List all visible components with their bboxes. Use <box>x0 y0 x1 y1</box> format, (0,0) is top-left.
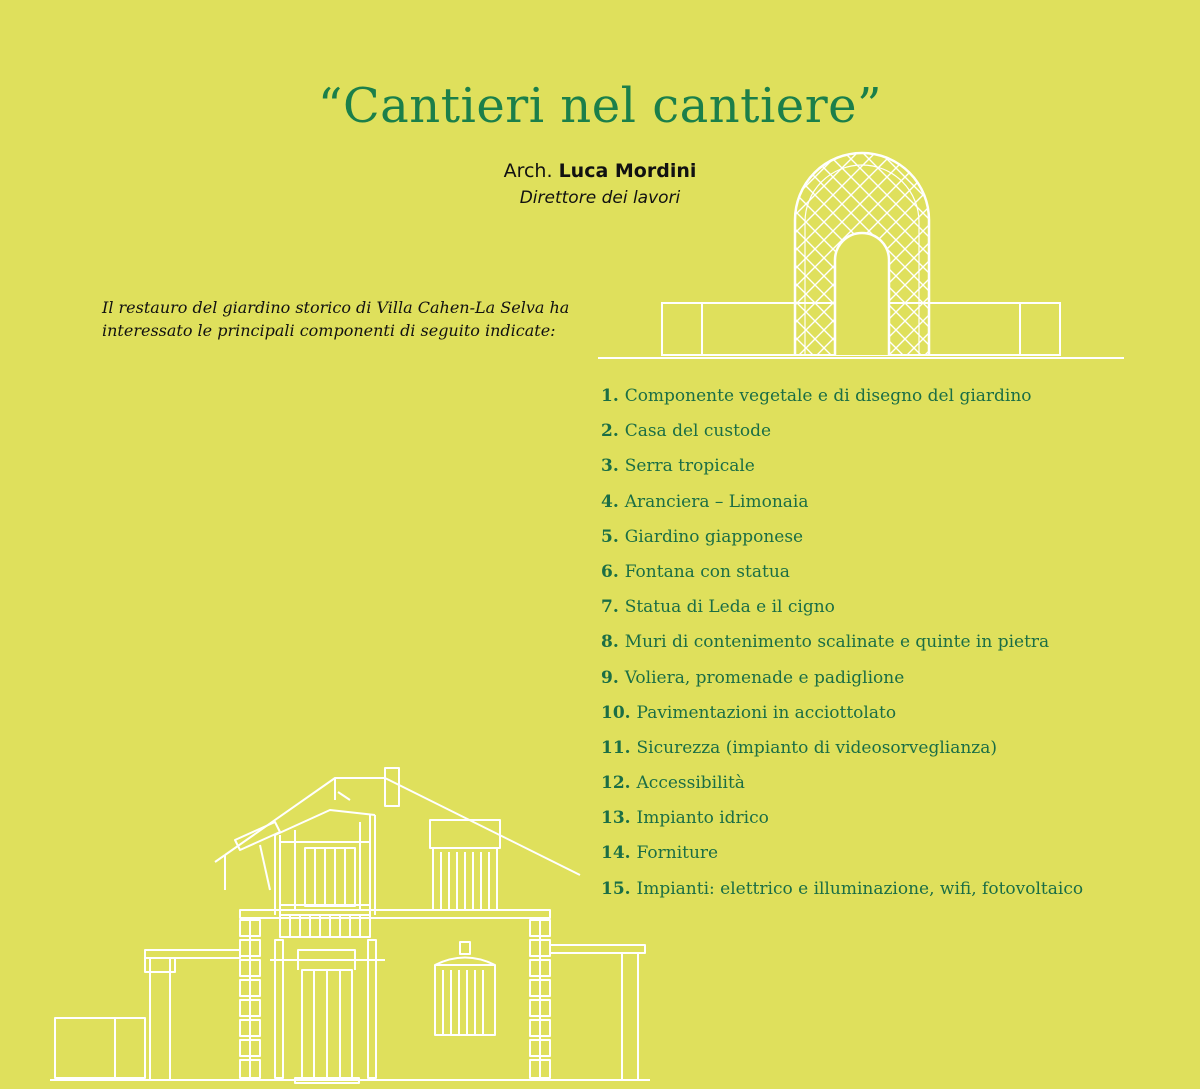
list-item: 4. Aranciera – Limonaia <box>601 491 809 512</box>
item-number: 12 <box>601 773 625 794</box>
item-label: Impianti: elettrico e illuminazione, wifi, fotovoltaico <box>636 878 1084 899</box>
item-label: Forniture <box>636 843 719 864</box>
item-number: 14 <box>601 843 625 864</box>
list-item: 11. Sicurezza (impianto di videosorveglianza) <box>601 737 998 758</box>
list-item: 2. Casa del custode <box>601 421 772 442</box>
author-prefix: Arch. <box>503 160 553 182</box>
author-role: Direttore dei lavori <box>519 188 681 208</box>
list-item: 10. Pavimentazioni in acciottolato <box>601 702 897 723</box>
intro-paragraph: Il restauro del giardino storico di Villa Cahen-La Selva ha interessato le principali componenti di seguito indicate: <box>102 298 570 340</box>
item-number: 13 <box>601 808 625 829</box>
item-number: 8 <box>601 632 613 653</box>
item-label: Sicurezza (impianto di videosorveglianza) <box>636 737 998 758</box>
item-label: Giardino giapponese <box>624 526 804 547</box>
list-item: 12. Accessibilità <box>601 773 745 794</box>
list-item: 14. Forniture <box>601 843 719 864</box>
item-number: 6 <box>601 561 613 582</box>
custodian-house-drawing <box>40 760 660 1085</box>
item-number: 4 <box>601 491 613 512</box>
item-label: Voliera, promenade e padiglione <box>624 667 905 688</box>
author-name: Luca Mordini <box>558 160 697 182</box>
item-number: 7 <box>601 597 613 618</box>
item-number: 9 <box>601 667 613 688</box>
list-item: 15. Impianti: elettrico e illuminazione, wifi, fotovoltaico <box>601 878 1084 899</box>
list-item: 3. Serra tropicale <box>601 456 755 477</box>
item-label: Muri di contenimento scalinate e quinte in pietra <box>624 632 1050 653</box>
item-number: 15 <box>601 878 625 899</box>
item-label: Impianto idrico <box>636 808 769 829</box>
list-item: 9. Voliera, promenade e padiglione <box>601 667 905 688</box>
page-title: “Cantieri nel cantiere” <box>317 78 883 134</box>
item-label: Accessibilità <box>636 773 745 794</box>
list-item: 8. Muri di contenimento scalinate e quinte in pietra <box>601 632 1050 653</box>
item-label: Pavimentazioni in acciottolato <box>636 702 897 723</box>
item-label: Componente vegetale e di disegno del giardino <box>624 386 1032 406</box>
item-label: Serra tropicale <box>624 456 755 477</box>
components-list <box>601 383 1083 911</box>
item-number: 5 <box>601 526 613 547</box>
list-item: 13. Impianto idrico <box>601 808 769 829</box>
item-number: 10 <box>601 702 625 723</box>
item-number: 1 <box>601 386 613 406</box>
list-item: 5. Giardino giapponese <box>601 526 804 547</box>
arched-trellis-drawing <box>590 150 1135 365</box>
item-number: 3 <box>601 456 613 477</box>
item-number: 2 <box>601 421 613 442</box>
item-label: Aranciera – Limonaia <box>624 491 809 512</box>
item-label: Statua di Leda e il cigno <box>624 597 835 618</box>
item-number: 11 <box>601 737 625 758</box>
list-item: 7. Statua di Leda e il cigno <box>601 597 835 618</box>
item-label: Fontana con statua <box>624 561 790 582</box>
list-item: 1. Componente vegetale e di disegno del giardino <box>601 386 1032 406</box>
list-item: 6. Fontana con statua <box>601 561 790 582</box>
item-label: Casa del custode <box>624 421 772 442</box>
